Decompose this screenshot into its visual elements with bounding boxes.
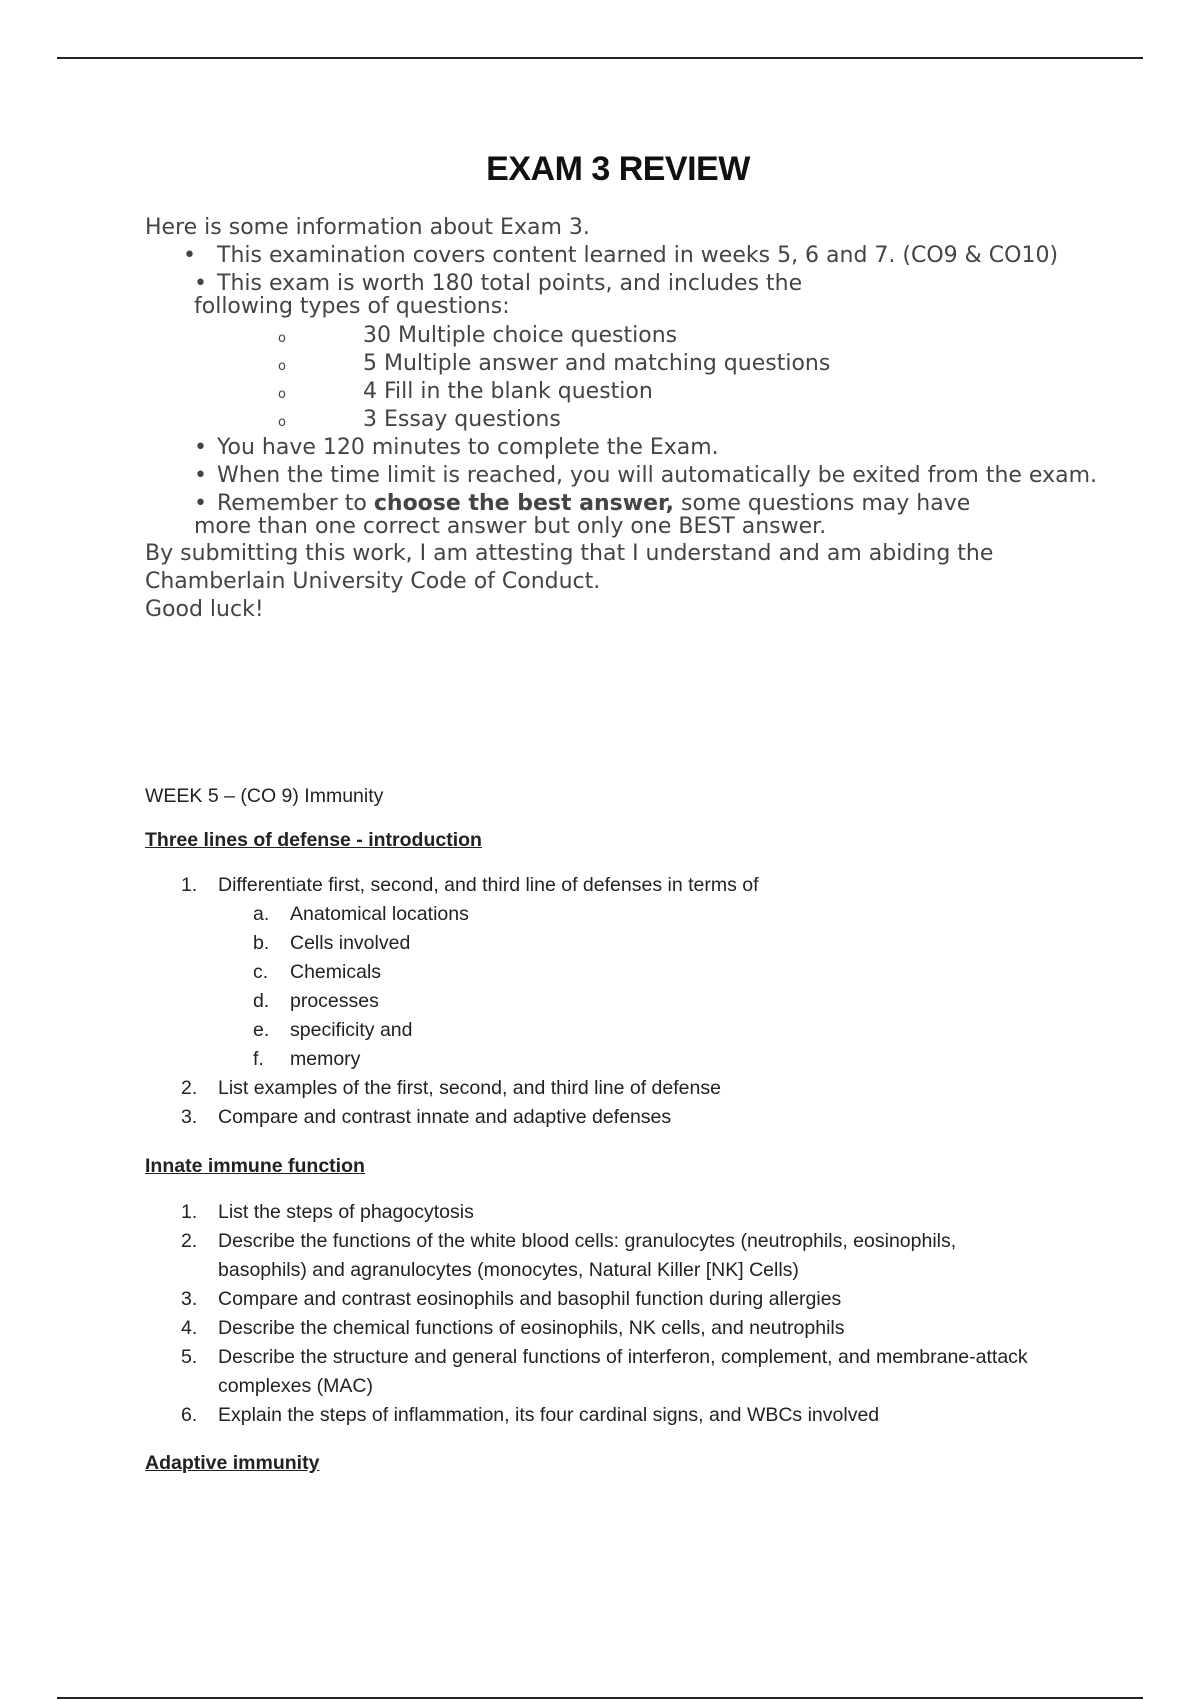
bullet-worth: • This exam is worth 180 total points, and includes the following types of questions: (194, 271, 803, 319)
bullet-icon: • (194, 491, 207, 516)
question-type-item: o 3 Essay questions (145, 406, 1105, 434)
bullet-covers: • This examination covers content learned in weeks 5, 6 and 7. (CO9 & CO10) (183, 243, 1059, 268)
bullet-remember: • Remember to choose the best answer, some questions may have more than one correct answer but only one BEST answer. (194, 491, 971, 539)
sub-list-item: e. specificity and (253, 1019, 413, 1041)
sub-list-item: d. processes (253, 990, 379, 1012)
three-lines-list (145, 871, 1105, 1132)
list-item: 2. Describe the functions of the white blood cells: granulocytes (neutrophils, eosinophils, basophils) and agranulocytes (monocytes, Natural Killer [NK] Cells) (181, 1230, 957, 1281)
innate-list (145, 1198, 1045, 1430)
list-item: 3. Compare and contrast innate and adaptive defenses (181, 1106, 672, 1128)
heading-adaptive: Adaptive immunity (145, 1452, 320, 1474)
question-type-item: o 30 Multiple choice questions (145, 322, 1105, 350)
bullet-icon: • (183, 243, 196, 268)
exam-info (145, 214, 1105, 624)
circle-bullet-icon: o (278, 331, 286, 346)
list-item: 1. List the steps of phagocytosis (181, 1201, 474, 1223)
list-item: 5. Describe the structure and general functions of interferon, complement, and membrane-attack complexes (MAC) (181, 1346, 1028, 1397)
list-item: 1. Differentiate first, second, and third line of defenses in terms of (181, 874, 759, 896)
list-item: 4. Describe the chemical functions of eosinophils, NK cells, and neutrophils (181, 1317, 845, 1339)
page-title: EXAM 3 REVIEW (486, 150, 750, 188)
circle-bullet-icon: o (278, 387, 286, 402)
sub-list-item: f. memory (253, 1048, 361, 1070)
question-type-item: o 5 Multiple answer and matching questions (145, 350, 1105, 378)
question-type-item: o 4 Fill in the blank question (145, 378, 1105, 406)
good-luck: Good luck! (145, 597, 264, 622)
emphasis-best-answer: choose the best answer, (373, 491, 674, 516)
bottom-rule (57, 1697, 1143, 1699)
list-item: 3. Compare and contrast eosinophils and basophil function during allergies (181, 1288, 842, 1310)
sub-list-item: b. Cells involved (253, 932, 411, 954)
heading-innate: Innate immune function (145, 1155, 365, 1177)
heading-three-lines: Three lines of defense - introduction (145, 829, 482, 851)
sub-list-item: a. Anatomical locations (253, 903, 469, 925)
bullet-icon: • (194, 463, 207, 488)
bullet-time: • You have 120 minutes to complete the Exam. (194, 435, 719, 460)
bullet-icon: • (194, 271, 207, 296)
bullet-limit: • When the time limit is reached, you will automatically be exited from the exam. (194, 463, 1097, 488)
circle-bullet-icon: o (278, 415, 286, 430)
question-types-list (145, 322, 1105, 434)
attestation: By submitting this work, I am attesting that I understand and am abiding the Chamberlain University Code of Conduct. (145, 541, 994, 594)
list-item: 2. List examples of the first, second, and third line of defense (181, 1077, 721, 1099)
list-item: 6. Explain the steps of inflammation, its four cardinal signs, and WBCs involved (181, 1404, 880, 1426)
top-rule (57, 57, 1143, 59)
week-label: WEEK 5 – (CO 9) Immunity (145, 785, 384, 807)
bullet-icon: • (194, 435, 207, 460)
circle-bullet-icon: o (278, 359, 286, 374)
intro-lead: Here is some information about Exam 3. (145, 215, 590, 240)
sub-list-item: c. Chemicals (253, 961, 382, 983)
